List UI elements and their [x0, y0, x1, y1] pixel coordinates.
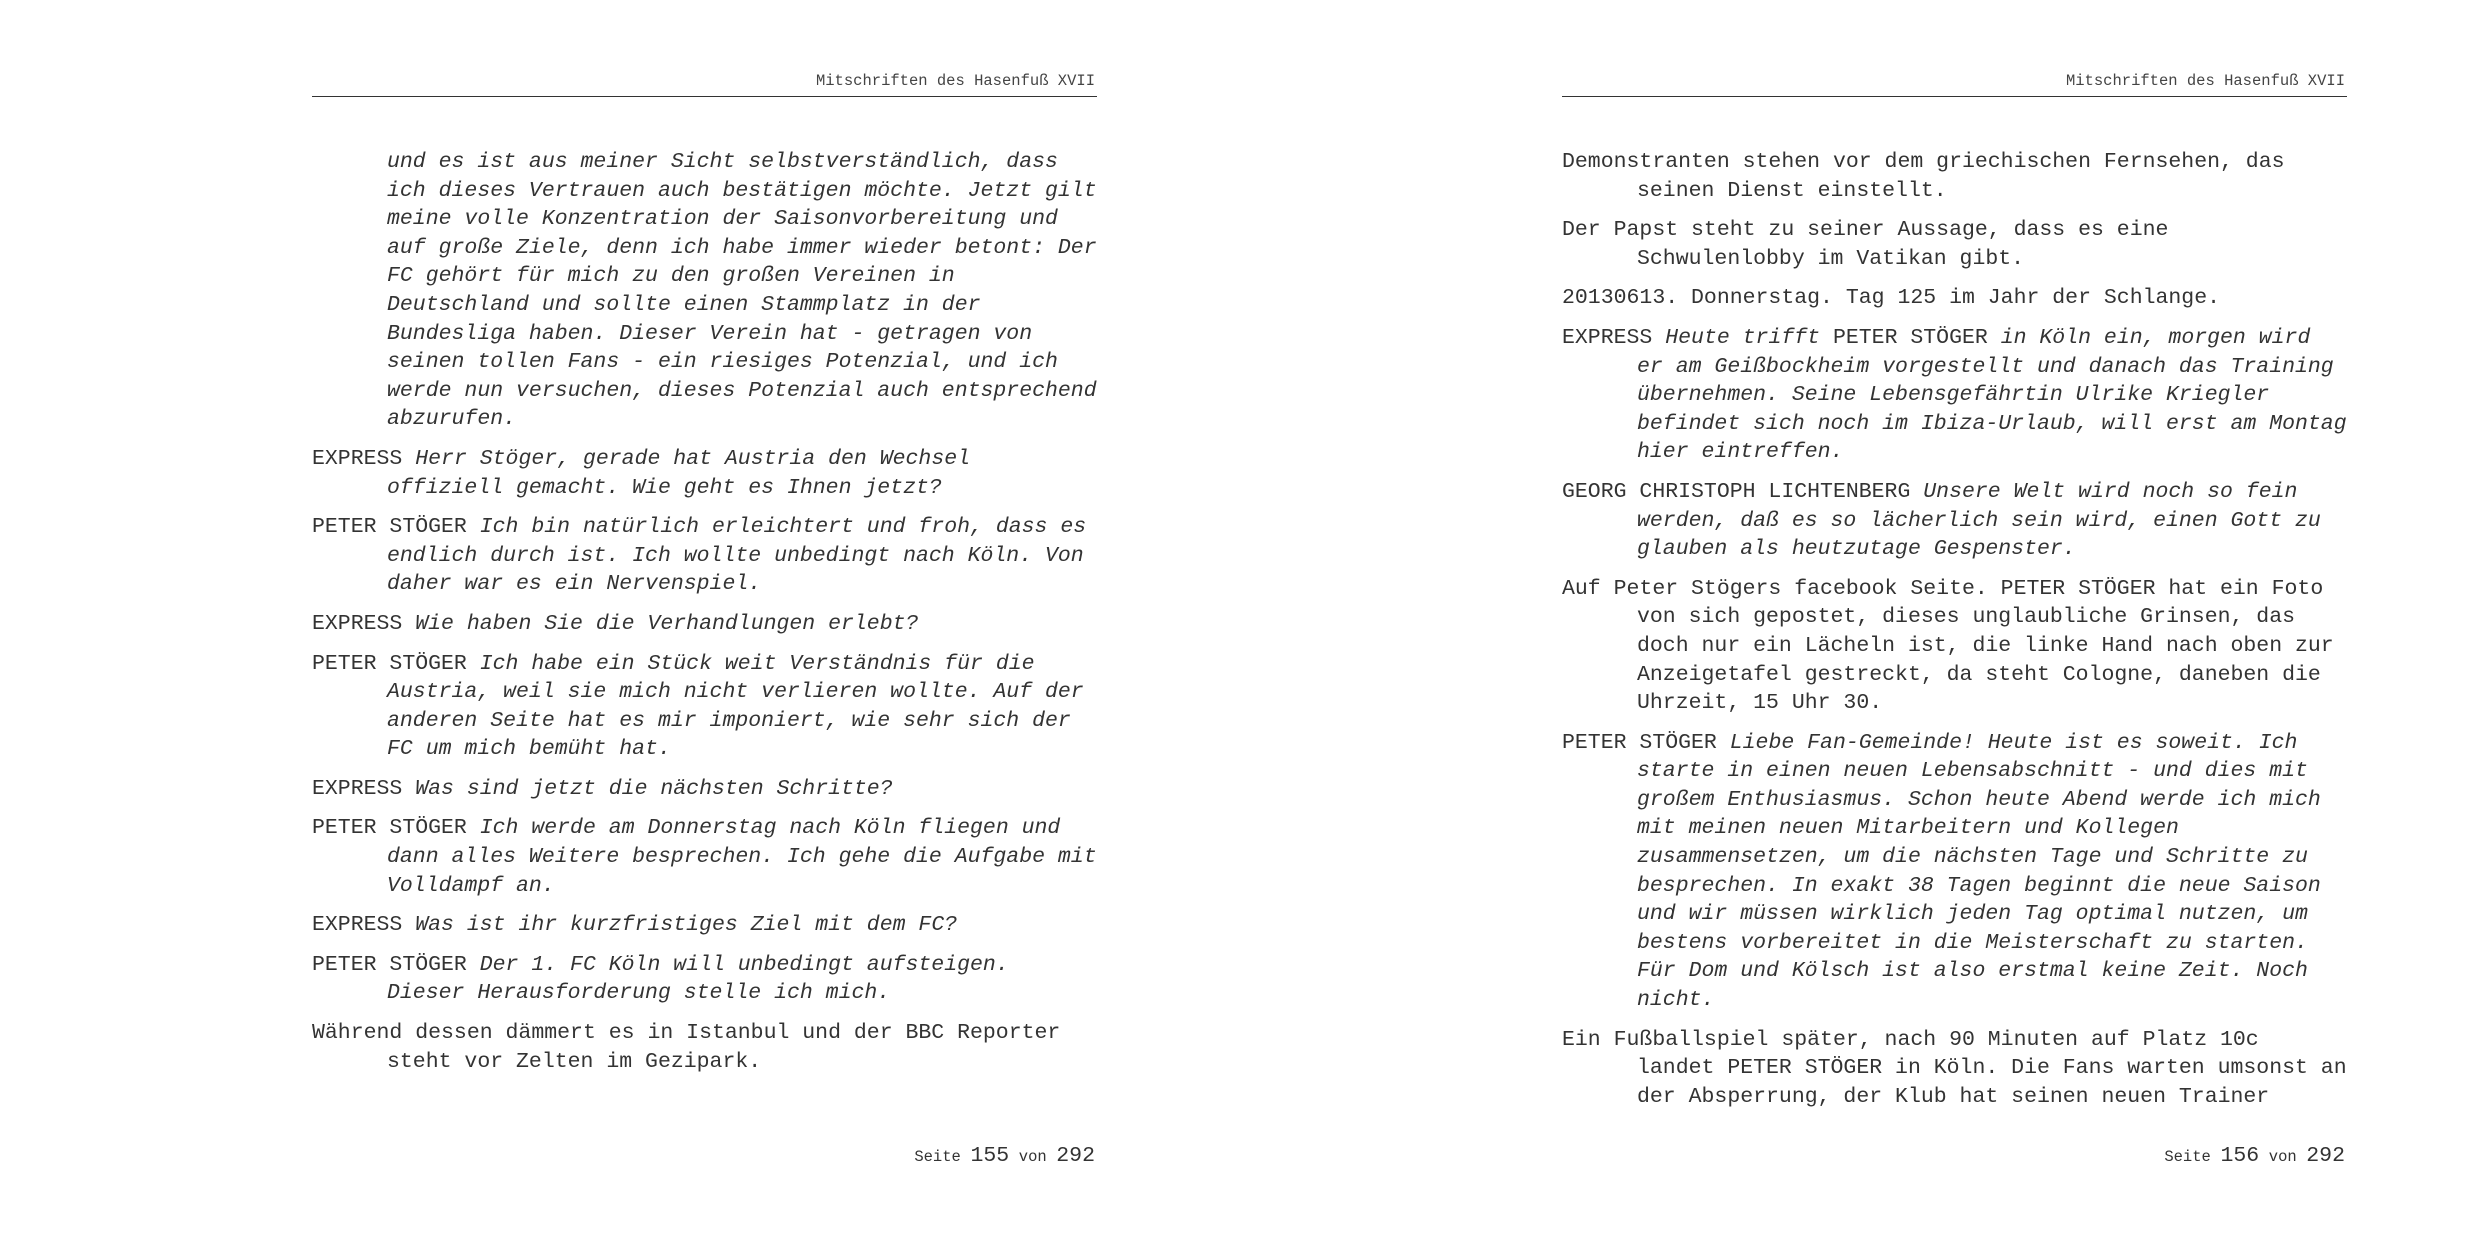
speaker-name: GEORG CHRISTOPH LICHTENBERG [1562, 479, 1911, 504]
paragraph: und es ist aus meiner Sicht selbstverständlich, dass ich dieses Vertrauen auch bestätigen möchte. Jetzt gilt meine volle Konzentration der Saisonvorbereitung und auf große Ziele, denn ich habe immer wieder betont: Der FC gehört für mich zu den großen Vereinen in Deutschland und sollte einen Stammplatz in der Bundesliga haben. Dieser Verein hat - getragen von seinen tollen Fans - ein riesiges Potenzial, und ich werde nun versuchen, dieses Potenzial auch entsprechend abzurufen. [387, 150, 1097, 432]
dialogue-paragraph [312, 610, 1097, 639]
speaker-name: EXPRESS [312, 913, 403, 938]
speech-text: Ich werde am Donnerstag nach Köln fliegen und dann alles Weitere besprechen. Ich gehe die Aufgabe mit Volldampf an. [387, 816, 1097, 898]
speech-text: Der 1. FC Köln will unbedingt aufsteigen. Dieser Herausforderung stelle ich mich. [387, 952, 1009, 1006]
running-header: Mitschriften des Hasenfuß XVII [1562, 72, 2347, 97]
dialogue-paragraph [312, 513, 1097, 599]
speaker-name: EXPRESS [312, 611, 403, 636]
speech-text: Ich bin natürlich erleichtert und froh, dass es endlich durch ist. Ich wollte unbedingt nach Köln. Von daher war es ein Nervenspiel. [387, 515, 1087, 597]
dialogue-paragraph [312, 650, 1097, 764]
speaker-name: EXPRESS [312, 446, 403, 471]
running-header: Mitschriften des Hasenfuß XVII [312, 72, 1097, 97]
narrative-paragraph: Während dessen dämmert es in Istanbul und der BBC Reporter steht vor Zelten im Gezipark. [312, 1021, 1061, 1074]
speaker-name: EXPRESS [312, 776, 403, 801]
speech-text: Was sind jetzt die nächsten Schritte? [415, 776, 893, 801]
page-body [1562, 148, 2347, 1122]
dialogue-paragraph [312, 911, 1097, 940]
speaker-name: PETER STÖGER [312, 515, 467, 540]
dialogue-paragraph [312, 445, 1097, 502]
narrative-paragraph: Der Papst steht zu seiner Aussage, dass es eine Schwulenlobby im Vatikan gibt. [1562, 218, 2169, 271]
left-page [312, 0, 1097, 1240]
dialogue-paragraph [1562, 478, 2347, 564]
speech-text: Was ist ihr kurzfristiges Ziel mit dem FC? [415, 913, 958, 938]
speaker-name: PETER STÖGER [1562, 730, 1717, 755]
speech-text: in Köln ein, morgen wird er am Geißbockheim vorgestellt und danach das Training übernehmen. Seine Lebensgefährtin Ulrike Kriegler befindet sich noch im Ibiza-Urlaub, will erst am Montag hier eintreffen. [1637, 325, 2347, 465]
dialogue-paragraph [1562, 729, 2347, 1015]
speaker-name: PETER STÖGER [312, 816, 467, 841]
speech-text: Wie haben Sie die Verhandlungen erlebt? [415, 611, 919, 636]
speaker-name: EXPRESS [1562, 325, 1653, 350]
total-pages: 292 [1056, 1144, 1095, 1168]
page-number [2164, 1144, 2345, 1168]
page-of-label: von [2268, 1148, 2297, 1166]
dialogue-paragraph [312, 775, 1097, 804]
speech-text: Herr Stöger, gerade hat Austria den Wechsel offiziell gemacht. Wie geht es Ihnen jetzt? [387, 446, 971, 500]
total-pages: 292 [2306, 1144, 2345, 1168]
page-body [312, 148, 1097, 1087]
current-page-number: 156 [2220, 1144, 2260, 1168]
page-label: Seite [2164, 1148, 2211, 1166]
speech-text: Unsere Welt wird noch so fein werden, daß es so lächerlich sein wird, einen Gott zu glauben als heutzutage Gespenster. [1637, 479, 2321, 562]
speech-text: Liebe Fan-Gemeinde! Heute ist es soweit. Ich starte in einen neuen Lebensabschnitt - und dies mit großem Enthusiasmus. Schon heute Abend werde ich mich mit meinen neuen Mitarbeitern und Kollegen zusammensetzen, um die nächsten Tage und Schritte zu besprechen. In exakt 38 Tagen beginnt die neue Saison und wir müssen wirklich jeden Tag optimal nutzen, um bestens vorbereitet in die Meisterschaft zu starten. Für Dom und Kölsch ist also erstmal keine Zeit. Noch nicht. [1637, 730, 2321, 1013]
dialogue-paragraph [1562, 324, 2347, 467]
page-of-label: von [1018, 1148, 1047, 1166]
narrative-paragraph: Ein Fußballspiel später, nach 90 Minuten auf Platz 10c landet PETER STÖGER in Köln. Die Fans warten umsonst an der Absperrung, der Klub hat seinen neuen Trainer [1562, 1027, 2347, 1109]
narrative-paragraph: Demonstranten stehen vor dem griechischen Fernsehen, das seinen Dienst einstellt. [1562, 150, 2285, 203]
inline-name: PETER STÖGER [1832, 325, 1988, 350]
speaker-name: PETER STÖGER [312, 952, 467, 977]
current-page-number: 155 [970, 1144, 1010, 1168]
dialogue-paragraph [312, 951, 1097, 1008]
speaker-name: PETER STÖGER [312, 651, 467, 676]
narrative-paragraph: Auf Peter Stögers facebook Seite. PETER STÖGER hat ein Foto von sich gepostet, dieses unglaubliche Grinsen, das doch nur ein Lächeln ist, die linke Hand nach oben zur Anzeigetafel gestreckt, da steht Cologne, daneben die Uhrzeit, 15 Uhr 30. [1562, 576, 2334, 716]
page-number [914, 1144, 1095, 1168]
page-label: Seite [914, 1148, 961, 1166]
speech-text: Ich habe ein Stück weit Verständnis für die Austria, weil sie mich nicht verlieren wollte. Auf der anderen Seite hat es mir imponiert, wie sehr sich der FC um mich bemüht hat. [387, 651, 1084, 762]
right-page [1562, 0, 2347, 1240]
speech-text: Heute trifft [1665, 325, 1833, 350]
date-line: 20130613. Donnerstag. Tag 125 im Jahr der Schlange. [1562, 286, 2221, 311]
dialogue-paragraph [312, 814, 1097, 900]
